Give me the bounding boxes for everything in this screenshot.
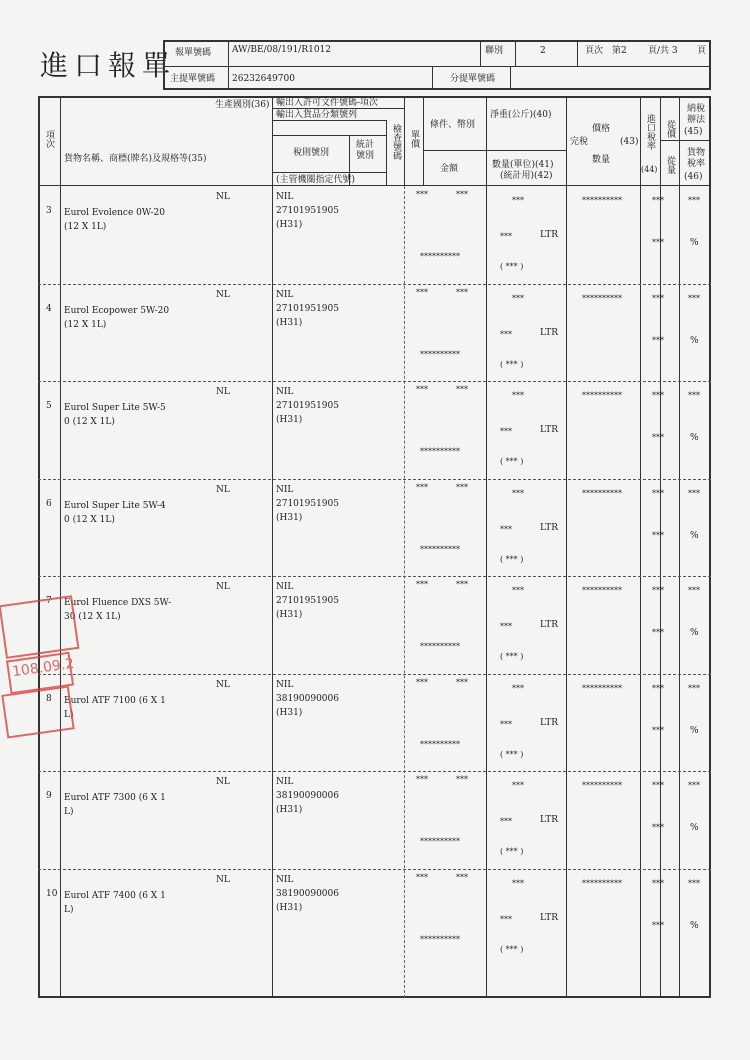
item-no: 10 — [46, 888, 58, 899]
weight-mask: *** — [512, 488, 524, 498]
item-no: 5 — [46, 401, 52, 411]
copy-value: 2 — [540, 46, 546, 56]
weight-mask: *** — [512, 196, 524, 205]
customs-stamp — [0, 590, 90, 750]
item-no: 4 — [46, 303, 52, 314]
adval-mask: *** — [652, 683, 664, 693]
specific-mask: *** — [652, 823, 664, 832]
amount-mask: ********** — [420, 349, 460, 359]
amount-mask: ********** — [420, 642, 460, 651]
item-permit: NIL — [276, 289, 294, 300]
method-mask: *** — [688, 878, 700, 888]
item-spec: (12 X 1L) — [64, 222, 107, 232]
item-origin: NL — [216, 484, 230, 495]
item-permit: NIL — [276, 777, 294, 787]
unit-price-mask: *** — [416, 872, 428, 882]
weight-mask: *** — [512, 781, 524, 790]
value-mask: ********** — [582, 196, 622, 205]
col-qty: 數量(單位)(41) — [492, 160, 554, 170]
header-col-line — [228, 40, 229, 90]
qty-mask: *** — [500, 622, 512, 631]
item-agency: (H31) — [276, 220, 303, 230]
terms-mask: *** — [456, 287, 468, 297]
page-total: 頁/共 3 — [648, 46, 678, 56]
item-tariff: 27101951905 — [276, 303, 339, 314]
percent-sign: % — [690, 823, 699, 833]
qty-stat-mask: ( *** ) — [500, 262, 524, 271]
item-permit: NIL — [276, 679, 294, 690]
specific-mask: *** — [652, 335, 664, 345]
item-name: Eurol ATF 7100 (6 X 1 — [64, 695, 166, 706]
item-spec: 30 (12 X 1L) — [64, 612, 121, 622]
col-line-inspect — [404, 96, 405, 186]
row-separator — [38, 381, 711, 382]
item-tariff: 38190090006 — [276, 791, 339, 801]
terms-mask: *** — [456, 385, 468, 394]
terms-mask: *** — [456, 677, 468, 687]
terms-mask: *** — [456, 482, 468, 492]
item-permit: NIL — [276, 874, 294, 885]
unit-price-mask: *** — [416, 677, 428, 687]
qty-mask: *** — [500, 914, 512, 924]
item-tariff: 27101951905 — [276, 596, 339, 606]
value-mask: ********** — [582, 293, 622, 303]
weight-mask: *** — [512, 683, 524, 693]
amount-mask: ********** — [420, 739, 460, 749]
specific-mask: *** — [652, 433, 664, 442]
unit-price-mask: *** — [416, 287, 428, 297]
col-amount: 金額 — [440, 164, 459, 174]
col-value: 價格 — [592, 124, 611, 134]
item-spec: (12 X 1L) — [64, 319, 107, 330]
specific-mask: *** — [652, 920, 664, 930]
col-line-amount — [486, 96, 487, 998]
copy-label: 聯別 — [485, 46, 504, 56]
header-divider — [163, 66, 711, 67]
method-mask: *** — [688, 586, 700, 595]
method-mask: *** — [688, 293, 700, 303]
adval-mask: *** — [652, 781, 664, 790]
col-agency: (主管機關指定代號) — [276, 175, 356, 185]
master-bl-label: 主提單號碼 — [170, 74, 216, 84]
qty-stat-mask: ( *** ) — [500, 944, 524, 954]
col-import-rate-no: (44) — [641, 165, 658, 174]
percent-sign: % — [690, 725, 699, 736]
col-ccc-title: 輸出入貨品分類號列 — [276, 110, 358, 120]
col-tariff: 稅則號別 — [293, 148, 330, 158]
amount-mask: ********** — [420, 934, 460, 944]
item-origin: NL — [216, 777, 230, 787]
col-permit: 輸出入許可文件號碼-項次 — [276, 98, 379, 108]
item-tariff: 27101951905 — [276, 498, 339, 509]
col-unit-price: 單價 — [409, 130, 419, 148]
unit-price-mask: *** — [416, 580, 428, 589]
item-unit: LTR — [540, 522, 559, 533]
items-table — [38, 96, 711, 998]
item-no: 6 — [46, 498, 52, 509]
col-line-rate — [660, 96, 661, 998]
percent-sign: % — [690, 238, 699, 248]
item-no: 7 — [46, 596, 52, 606]
item-permit: NIL — [276, 484, 294, 495]
item-no: 3 — [46, 206, 52, 216]
col-value-qty: 數量 — [592, 155, 611, 165]
item-unit: LTR — [540, 717, 559, 728]
col-stat: 統計號別 — [356, 140, 375, 161]
col-desc: 貨物名稱、商標(牌名)及規格等(35) — [64, 154, 207, 164]
col-value-2: 完稅 — [570, 137, 589, 147]
col-origin: 生產國別(36) — [215, 100, 270, 110]
item-no: 9 — [46, 791, 52, 801]
method-mask: *** — [688, 196, 700, 205]
method-mask: *** — [688, 781, 700, 790]
stamp-date: 108.09.2 — [11, 655, 76, 681]
hdr-line — [272, 172, 386, 173]
adval-mask: *** — [652, 586, 664, 595]
row-separator — [38, 674, 711, 675]
row-separator — [38, 576, 711, 577]
qty-mask: *** — [500, 719, 512, 729]
method-mask: *** — [688, 391, 700, 400]
percent-sign: % — [690, 920, 699, 931]
item-spec: 0 (12 X 1L) — [64, 514, 115, 525]
col-specific: 從量 — [665, 156, 675, 174]
col-net-weight: 淨重(公斤)(40) — [490, 110, 552, 120]
item-name: Eurol ATF 7300 (6 X 1 — [64, 793, 166, 803]
unit-price-mask: *** — [416, 775, 428, 784]
qty-stat-mask: ( *** ) — [500, 847, 524, 856]
item-agency: (H31) — [276, 512, 303, 523]
col-line-desc — [272, 96, 273, 998]
item-name: Eurol Super Lite 5W-5 — [64, 403, 166, 413]
hdr-line — [423, 150, 566, 151]
value-mask: ********** — [582, 488, 622, 498]
col-dash-inspect — [404, 186, 405, 998]
specific-mask: *** — [652, 628, 664, 637]
row-separator — [38, 284, 711, 285]
hdr-bottom-line — [38, 185, 711, 186]
qty-mask: *** — [500, 817, 512, 826]
item-unit: LTR — [540, 620, 559, 630]
item-origin: NL — [216, 679, 230, 690]
weight-mask: *** — [512, 391, 524, 400]
page-suffix: 頁 — [697, 46, 707, 56]
qty-stat-mask: ( *** ) — [500, 749, 524, 759]
item-tariff: 27101951905 — [276, 401, 339, 411]
item-permit: NIL — [276, 192, 294, 202]
row-separator — [38, 869, 711, 870]
item-origin: NL — [216, 289, 230, 300]
item-origin: NL — [216, 192, 230, 202]
qty-stat-mask: ( *** ) — [500, 359, 524, 369]
hdr-line — [272, 135, 386, 136]
unit-price-mask: *** — [416, 482, 428, 492]
col-value-num: (43) — [620, 137, 639, 147]
percent-sign: % — [690, 530, 699, 541]
item-name: Eurol Super Lite 5W-4 — [64, 500, 166, 511]
col-line-ccc — [386, 120, 387, 185]
value-mask: ********** — [582, 878, 622, 888]
header-col-line — [510, 66, 511, 90]
item-agency: (H31) — [276, 707, 303, 718]
col-line-item — [60, 96, 61, 998]
weight-mask: *** — [512, 878, 524, 888]
col-ad-val: 從價 — [665, 120, 675, 138]
method-mask: *** — [688, 488, 700, 498]
unit-price-mask: *** — [416, 385, 428, 394]
item-name: Eurol Evolence 0W-20 — [64, 208, 165, 218]
value-mask: ********** — [582, 391, 622, 400]
page-no: 第2 — [612, 46, 627, 56]
weight-mask: *** — [512, 586, 524, 595]
col-line-weight — [566, 96, 567, 998]
adval-mask: *** — [652, 196, 664, 205]
percent-sign: % — [690, 433, 699, 443]
qty-stat-mask: ( *** ) — [500, 652, 524, 661]
row-separator — [38, 771, 711, 772]
specific-mask: *** — [652, 238, 664, 247]
terms-mask: *** — [456, 580, 468, 589]
adval-mask: *** — [652, 878, 664, 888]
item-spec: L) — [64, 807, 74, 817]
qty-mask: *** — [500, 524, 512, 534]
master-bl: 26232649700 — [232, 74, 295, 84]
col-inspect: 檢查號碼 — [391, 124, 401, 160]
item-no: 8 — [46, 693, 52, 704]
item-spec: L) — [64, 709, 74, 720]
qty-mask: *** — [500, 232, 512, 241]
item-agency: (H31) — [276, 902, 303, 913]
col-method: 納稅辦法 — [686, 104, 705, 125]
terms-mask: *** — [456, 775, 468, 784]
col-method-no: (45) — [684, 127, 703, 137]
value-mask: ********** — [582, 586, 622, 595]
item-spec: L) — [64, 904, 74, 915]
col-line-unitprice — [423, 96, 424, 186]
item-unit: LTR — [540, 425, 559, 435]
item-unit: LTR — [540, 815, 559, 825]
item-agency: (H31) — [276, 415, 303, 425]
item-agency: (H31) — [276, 317, 303, 328]
item-permit: NIL — [276, 387, 294, 397]
header-col-line — [577, 40, 578, 66]
amount-mask: ********** — [420, 447, 460, 456]
house-bl-label: 分提單號碼 — [450, 74, 496, 84]
item-name: Eurol ATF 7400 (6 X 1 — [64, 890, 166, 901]
item-unit: LTR — [540, 327, 559, 338]
hdr-line — [660, 140, 711, 141]
report-no-label: 報單號碼 — [175, 48, 212, 58]
col-line-value — [640, 96, 641, 998]
qty-stat-mask: ( *** ) — [500, 457, 524, 466]
qty-mask: *** — [500, 329, 512, 339]
item-name: Eurol Fluence DXS 5W- — [64, 598, 172, 608]
col-commodity-tax-no: (46) — [684, 172, 703, 182]
item-spec: 0 (12 X 1L) — [64, 417, 115, 427]
header-col-line — [480, 40, 481, 66]
item-tariff: 38190090006 — [276, 693, 339, 704]
weight-mask: *** — [512, 293, 524, 303]
adval-mask: *** — [652, 488, 664, 498]
amount-mask: ********** — [420, 837, 460, 846]
item-agency: (H31) — [276, 610, 303, 620]
specific-mask: *** — [652, 725, 664, 735]
specific-mask: *** — [652, 530, 664, 540]
item-origin: NL — [216, 387, 230, 397]
report-no: AW/BE/08/191/R1012 — [232, 45, 332, 55]
percent-sign: % — [690, 628, 699, 638]
item-name: Eurol Ecopower 5W-20 — [64, 305, 170, 316]
row-separator — [38, 479, 711, 480]
qty-mask: *** — [500, 427, 512, 436]
terms-mask: *** — [456, 190, 468, 199]
col-import-rate: 進口稅率 — [645, 114, 655, 150]
value-mask: ********** — [582, 781, 622, 790]
item-origin: NL — [216, 874, 230, 885]
qty-stat-mask: ( *** ) — [500, 554, 524, 564]
item-agency: (H31) — [276, 805, 303, 815]
page-title: 進口報單 — [40, 49, 177, 82]
amount-mask: ********** — [420, 544, 460, 554]
item-tariff: 38190090006 — [276, 888, 339, 899]
item-origin: NL — [216, 582, 230, 592]
header-col-line — [432, 66, 433, 90]
item-unit: LTR — [540, 230, 559, 240]
item-permit: NIL — [276, 582, 294, 592]
value-mask: ********** — [582, 683, 622, 693]
adval-mask: *** — [652, 391, 664, 400]
col-commodity-tax: 貨物稅率 — [686, 148, 705, 169]
unit-price-mask: *** — [416, 190, 428, 199]
page-label: 頁次 — [585, 46, 604, 56]
item-tariff: 27101951905 — [276, 206, 339, 216]
col-line-advalorem — [679, 96, 680, 998]
header-col-line — [515, 40, 516, 66]
col-qty-stat: (統計用)(42) — [500, 171, 553, 181]
adval-mask: *** — [652, 293, 664, 303]
percent-sign: % — [690, 335, 699, 346]
amount-mask: ********** — [420, 252, 460, 261]
col-terms: 條件、幣別 — [430, 120, 476, 130]
item-unit: LTR — [540, 912, 559, 923]
col-item: 項次 — [44, 130, 54, 148]
terms-mask: *** — [456, 872, 468, 882]
method-mask: *** — [688, 683, 700, 693]
